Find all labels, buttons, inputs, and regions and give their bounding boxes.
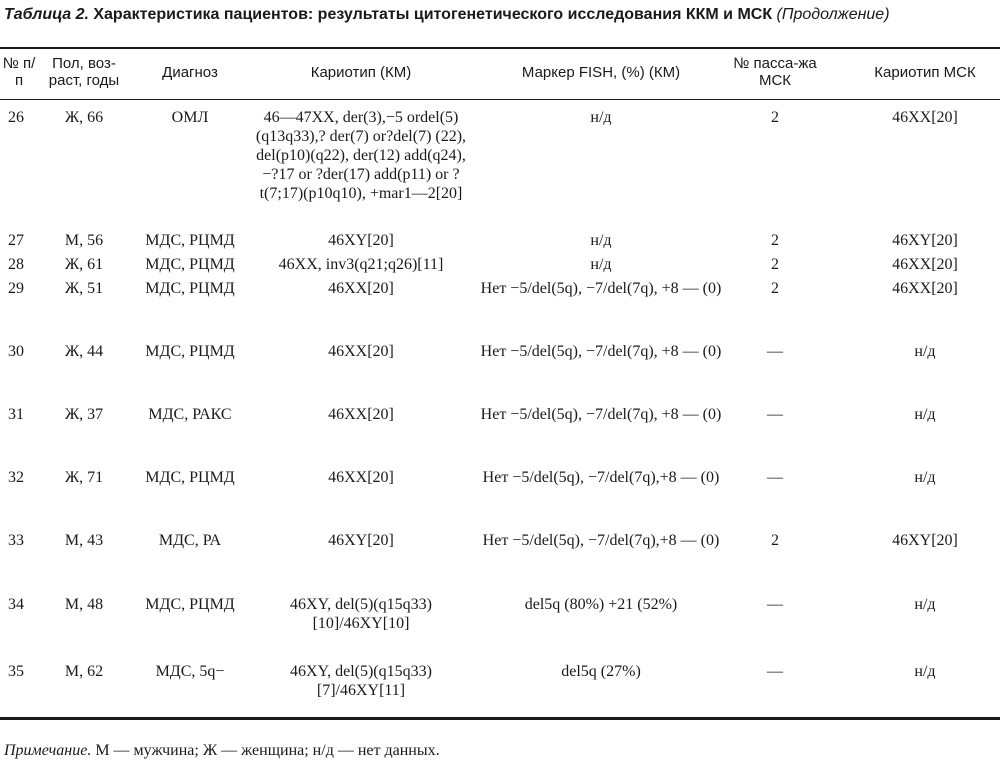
cell-num: 35: [8, 663, 24, 680]
table-row: [0, 108, 1000, 231]
col-header-msc-karyotype: Кариотип МСК: [874, 64, 976, 81]
cell-num: 27: [8, 232, 24, 249]
footnote: [4, 741, 440, 761]
cell-num: 29: [8, 280, 24, 297]
cell-passage: 2: [771, 256, 779, 273]
cell-sex-age: М, 62: [64, 663, 104, 680]
cell-num: 34: [8, 596, 24, 613]
cell-sex-age: М, 43: [64, 532, 104, 549]
cell-sex-age: Ж, 37: [64, 406, 104, 423]
cell-fish: del5q (27%): [561, 663, 641, 680]
cell-diagnosis: МДС, РЦМД: [145, 596, 235, 613]
cell-karyotype: 46ХY, del(5)(q15q33) [10]/46ХY[10]: [290, 596, 432, 632]
col-header-num: № п/п: [2, 55, 36, 89]
cell-fish: н/д: [590, 232, 612, 249]
cell-passage: 2: [771, 532, 779, 549]
cell-msc-karyotype: н/д: [914, 406, 936, 423]
cell-karyotype: 46ХY, del(5)(q15q33) [7]/46ХY[11]: [290, 663, 432, 699]
cell-diagnosis: МДС, РА: [158, 532, 222, 549]
cell-fish: н/д: [590, 109, 612, 126]
cell-num: 28: [8, 256, 24, 273]
cell-passage: —: [767, 663, 783, 680]
cell-karyotype: 46ХХ, inv3(q21;q26)[11]: [278, 256, 444, 273]
caption-lead: Таблица 2.: [4, 6, 89, 23]
table-row: [0, 405, 1000, 468]
cell-num: 26: [8, 109, 24, 126]
cell-karyotype: 46ХХ[20]: [328, 343, 394, 360]
cell-karyotype: 46ХY[20]: [328, 532, 394, 549]
cell-fish: Нет −5/del(5q), −7/del(7q),+8 — (0): [482, 469, 720, 486]
cell-num: 33: [8, 532, 24, 549]
col-header-sex-age: Пол, воз-раст, годы: [48, 55, 120, 89]
col-header-fish: Маркер FISH, (%) (КМ): [521, 64, 681, 81]
patients-table: [0, 52, 1000, 727]
cell-msc-karyotype: н/д: [914, 663, 936, 680]
cell-sex-age: М, 48: [64, 596, 104, 613]
cell-msc-karyotype: 46ХХ[20]: [892, 109, 958, 126]
cell-diagnosis: МДС, РЦМД: [145, 469, 235, 486]
table-caption: [4, 5, 994, 25]
cell-sex-age: Ж, 71: [64, 469, 104, 486]
cell-num: 32: [8, 469, 24, 486]
cell-passage: 2: [771, 232, 779, 249]
cell-num: 30: [8, 343, 24, 360]
cell-diagnosis: МДС, 5q−: [155, 663, 225, 680]
table-header-row: [0, 52, 1000, 108]
caption-title: Характеристика пациентов: результаты цитогенетического исследования ККМ и МСК: [93, 6, 773, 23]
cell-fish: Нет −5/del(5q), −7/del(7q), +8 — (0): [480, 343, 722, 360]
cell-msc-karyotype: 46ХY[20]: [892, 232, 958, 249]
cell-sex-age: М, 56: [64, 232, 104, 249]
cell-diagnosis: МДС, РЦМД: [145, 343, 235, 360]
caption-continuation: (Продолжение): [776, 6, 890, 23]
cell-sex-age: Ж, 66: [64, 109, 104, 126]
table-row: [0, 255, 1000, 279]
table-row: [0, 342, 1000, 405]
cell-msc-karyotype: н/д: [914, 596, 936, 613]
cell-msc-karyotype: н/д: [914, 469, 936, 486]
footnote-text: М — мужчина; Ж — женщина; н/д — нет данных.: [95, 742, 440, 759]
cell-sex-age: Ж, 51: [64, 280, 104, 297]
cell-fish: Нет −5/del(5q), −7/del(7q), +8 — (0): [480, 280, 722, 297]
cell-sex-age: Ж, 44: [64, 343, 104, 360]
cell-fish: del5q (80%) +21 (52%): [524, 596, 678, 613]
cell-msc-karyotype: 46ХХ[20]: [892, 280, 958, 297]
table-row: [0, 595, 1000, 662]
cell-diagnosis: МДС, РАКС: [148, 406, 232, 423]
footnote-lead: Примечание.: [4, 742, 92, 759]
cell-diagnosis: МДС, РЦМД: [145, 280, 235, 297]
cell-msc-karyotype: н/д: [914, 343, 936, 360]
table-row: [0, 231, 1000, 255]
table-body: [0, 108, 1000, 727]
cell-karyotype: 46—47ХХ, der(3),−5 ordel(5) (q13q33),? der(7) or?del(7) (22), del(p10)(q22), der(12) add(q24), −?17 or ?der(17) add(p11) or ?t(7;17)(p10q10), +mar1—2[20]: [255, 109, 467, 202]
cell-karyotype: 46ХY[20]: [328, 232, 394, 249]
cell-karyotype: 46ХХ[20]: [328, 406, 394, 423]
table-row: [0, 279, 1000, 342]
cell-karyotype: 46ХХ[20]: [328, 469, 394, 486]
cell-msc-karyotype: 46ХХ[20]: [892, 256, 958, 273]
cell-karyotype: 46ХХ[20]: [328, 280, 394, 297]
col-header-passage: № пасса-жа МСК: [733, 55, 817, 89]
cell-passage: —: [767, 406, 783, 423]
col-header-diagnosis: Диагноз: [162, 64, 218, 81]
cell-fish: н/д: [590, 256, 612, 273]
table-row: [0, 662, 1000, 727]
cell-passage: —: [767, 596, 783, 613]
cell-diagnosis: МДС, РЦМД: [145, 232, 235, 249]
cell-sex-age: Ж, 61: [64, 256, 104, 273]
cell-passage: —: [767, 469, 783, 486]
col-header-karyotype: Кариотип (КМ): [310, 64, 412, 81]
cell-diagnosis: МДС, РЦМД: [145, 256, 235, 273]
cell-msc-karyotype: 46ХY[20]: [892, 532, 958, 549]
table-row: [0, 531, 1000, 595]
cell-diagnosis: ОМЛ: [171, 109, 209, 126]
top-rule: [0, 47, 1000, 49]
cell-fish: Нет −5/del(5q), −7/del(7q),+8 — (0): [482, 532, 720, 549]
table-row: [0, 468, 1000, 531]
cell-passage: 2: [771, 280, 779, 297]
cell-num: 31: [8, 406, 24, 423]
cell-passage: —: [767, 343, 783, 360]
cell-passage: 2: [771, 109, 779, 126]
cell-fish: Нет −5/del(5q), −7/del(7q), +8 — (0): [480, 406, 722, 423]
